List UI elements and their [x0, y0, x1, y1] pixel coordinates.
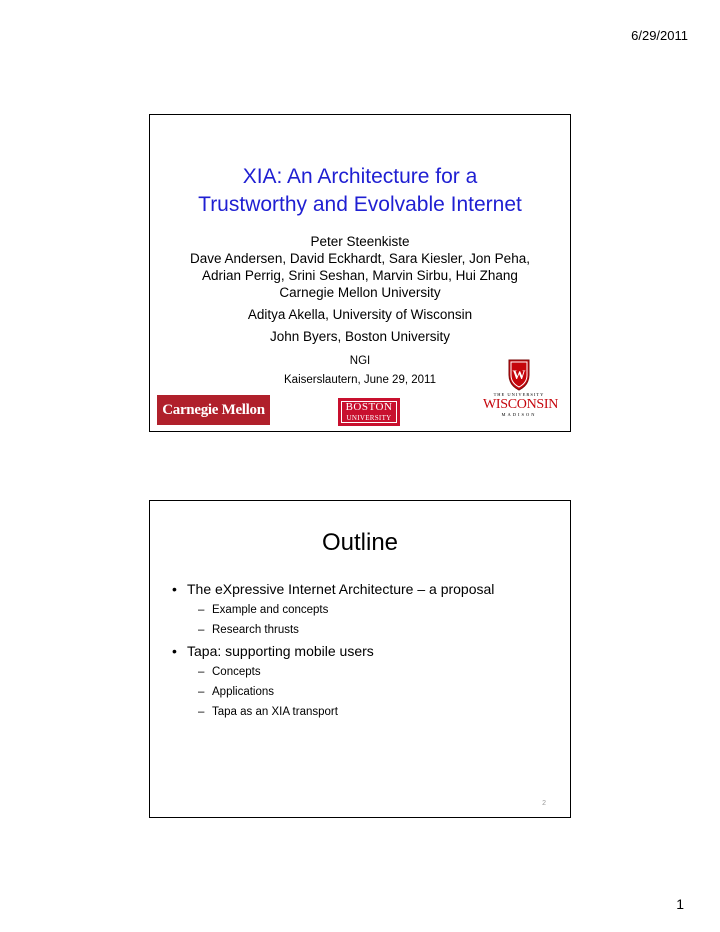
list-subitem	[172, 663, 560, 681]
uw-logo-the-university: THE UNIVERSITY	[493, 392, 545, 397]
subitem-text: Tapa as an XIA transport	[212, 706, 338, 718]
authors-line-2: Adrian Perrig, Srini Seshan, Marvin Sirbu, Hui Zhang	[202, 268, 518, 283]
boston-university-logo	[338, 398, 400, 426]
outline-slide	[149, 500, 571, 818]
cmu-logo-text: Carnegie Mellon	[162, 401, 265, 418]
dash-icon: –	[198, 604, 205, 616]
event-place-date: Kaiserslautern, June 29, 2011	[284, 374, 436, 386]
title-line-2: Trustworthy and Evolvable Internet	[198, 193, 522, 216]
uw-logo-name	[483, 397, 559, 412]
outline-list	[172, 577, 560, 721]
affiliation-cmu: Carnegie Mellon University	[279, 285, 441, 300]
list-item	[172, 641, 560, 661]
slide-number: 2	[542, 800, 546, 807]
author-wisconsin: Aditya Akella, University of Wisconsin	[247, 307, 473, 322]
author-boston: John Byers, Boston University	[269, 329, 451, 344]
slide-title	[150, 163, 570, 219]
subitem-text: Concepts	[212, 666, 261, 678]
bullet-text: Tapa: supporting mobile users	[187, 643, 374, 659]
list-item	[172, 579, 560, 599]
list-subitem	[172, 601, 560, 619]
bullet-text: The eXpressive Internet Architecture – a proposal	[187, 581, 495, 597]
subitem-text: Example and concepts	[212, 604, 329, 616]
bullet-icon: •	[172, 581, 177, 597]
bullet-icon: •	[172, 643, 177, 659]
carnegie-mellon-logo	[157, 395, 270, 425]
subitem-text: Research thrusts	[212, 624, 299, 636]
outline-title: Outline	[321, 529, 399, 556]
wisconsin-crest-icon	[506, 357, 532, 391]
bu-logo-line-1: BOSTON	[345, 401, 393, 413]
presenter: Peter Steenkiste	[310, 234, 410, 249]
crest-letter: W	[512, 367, 526, 382]
uw-logo-wisconsin: WISCONSIN	[483, 397, 559, 412]
title-slide	[149, 114, 571, 432]
dash-icon: –	[198, 666, 205, 678]
authors-line-1: Dave Andersen, David Eckhardt, Sara Kiesler, Jon Peha,	[190, 251, 530, 266]
subitem-text: Applications	[212, 686, 275, 698]
page-number: 1	[676, 896, 684, 912]
author-list	[150, 233, 570, 345]
dash-icon: –	[198, 624, 205, 636]
title-line-1: XIA: An Architecture for a	[242, 165, 478, 188]
event-name: NGI	[349, 355, 371, 367]
wisconsin-logo	[483, 357, 559, 427]
list-subitem	[172, 703, 560, 721]
list-subitem	[172, 683, 560, 701]
dash-icon: –	[198, 686, 205, 698]
dash-icon: –	[198, 706, 205, 718]
bu-logo-line-2: UNIVERSITY	[346, 414, 392, 422]
list-subitem	[172, 621, 560, 639]
uw-logo-madison: MADISON	[501, 412, 537, 417]
page-date: 6/29/2011	[631, 28, 688, 43]
